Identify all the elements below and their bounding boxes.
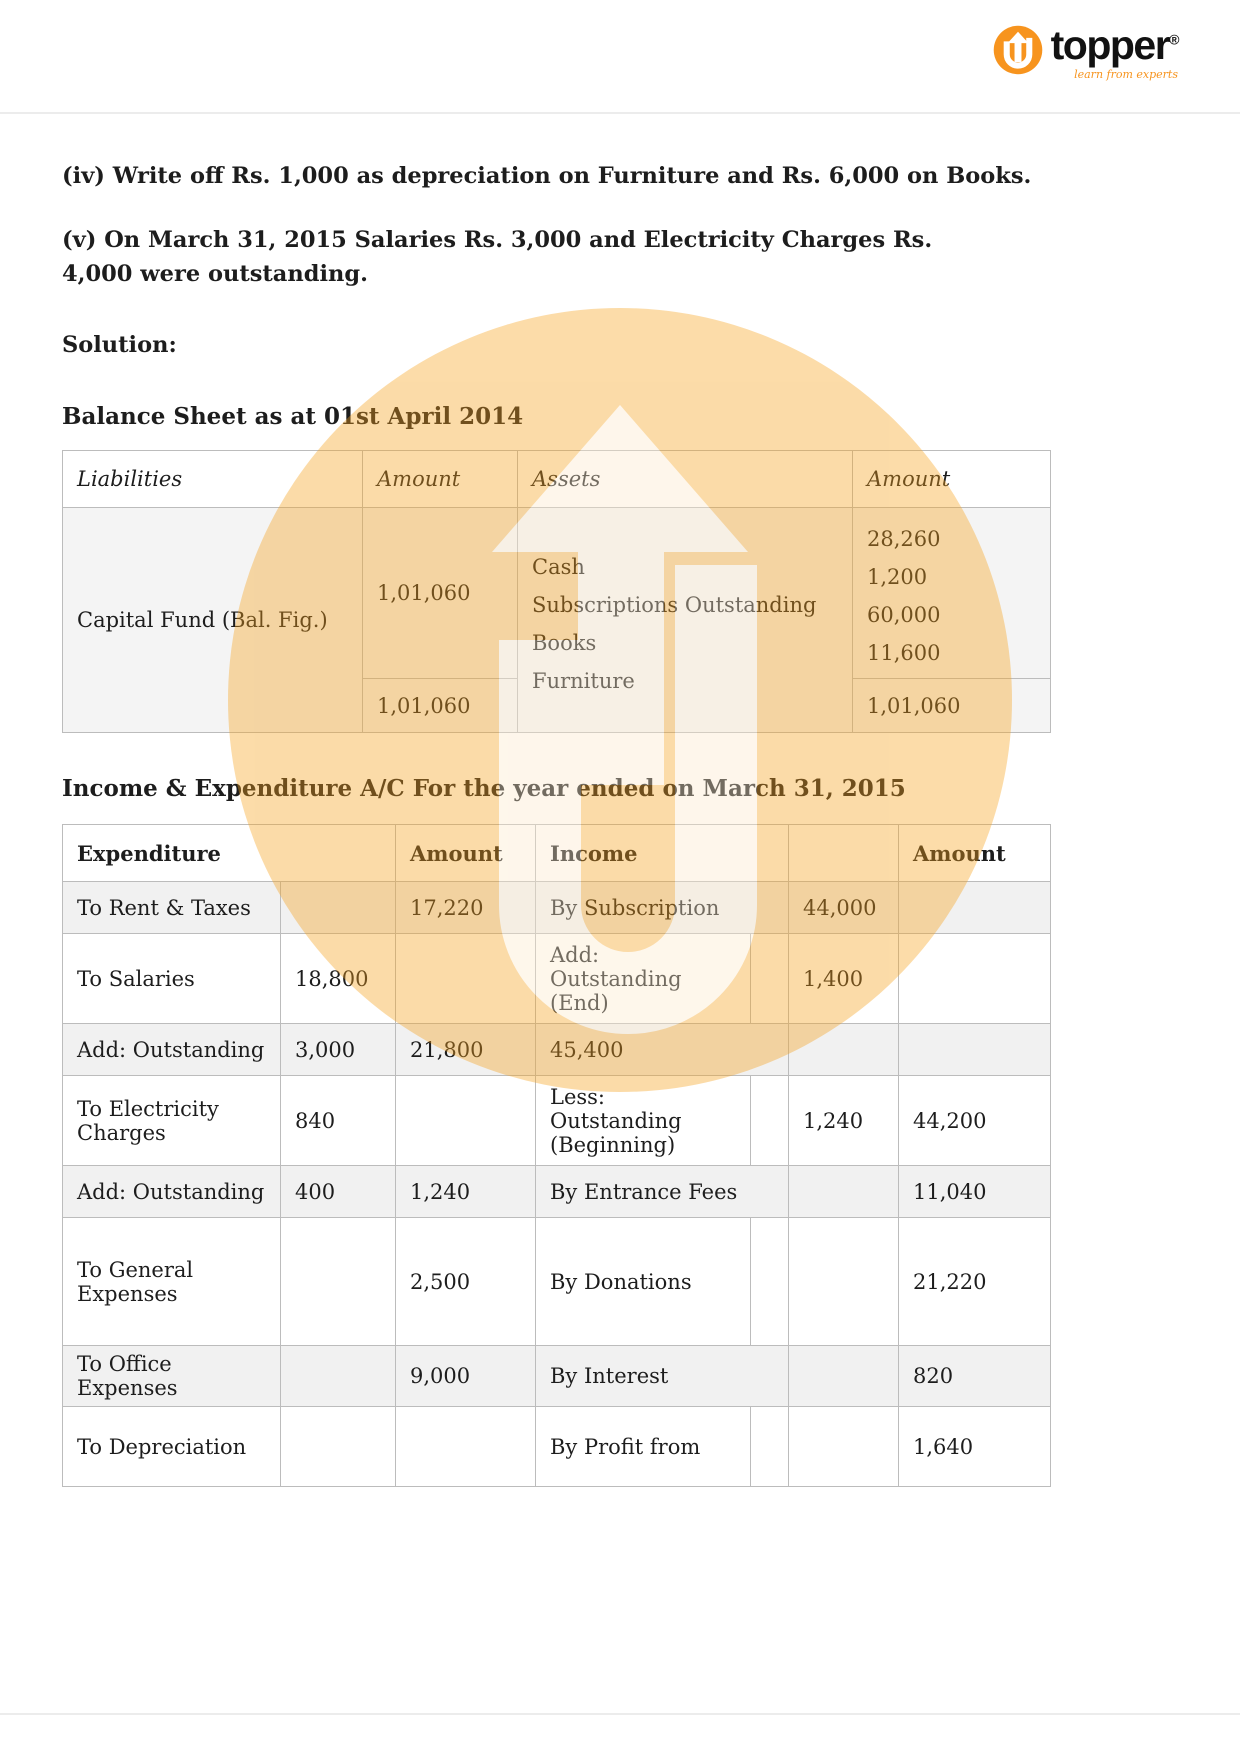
income-expenditure-header-row xyxy=(63,825,1051,882)
exp-label-cell: To Salaries xyxy=(63,934,281,1024)
exp-amount-cell xyxy=(396,934,536,1024)
inc-sub-cell: 1,400 xyxy=(789,934,899,1024)
inc-amount-cell: 820 xyxy=(899,1346,1051,1407)
bottom-divider xyxy=(0,1713,1240,1715)
balance-sheet-header-row xyxy=(63,451,1051,508)
asset-amount: 11,600 xyxy=(867,641,941,665)
table-row xyxy=(63,1166,1051,1218)
inc-label-cell: 45,400 xyxy=(536,1024,789,1076)
asset-item: Books xyxy=(532,631,597,655)
exp-amount-cell: 2,500 xyxy=(396,1218,536,1346)
exp-label-cell: To General Expenses xyxy=(63,1218,281,1346)
asset-amount: 28,260 xyxy=(867,527,941,551)
asset-amount: 60,000 xyxy=(867,603,941,627)
balance-sheet-table xyxy=(62,450,1051,733)
inc-amount-cell xyxy=(899,934,1051,1024)
assets-amounts-cell xyxy=(853,508,1051,679)
exp-sub-cell xyxy=(281,1346,396,1407)
inc-sub-cell xyxy=(789,1166,899,1218)
inc-label-cell: Add: Outstanding (End) xyxy=(536,934,751,1024)
exp-amount-cell: 17,220 xyxy=(396,882,536,934)
assets-amounts-list xyxy=(867,520,1036,672)
inc-label-cell: By Entrance Fees xyxy=(536,1166,789,1218)
exp-sub-cell: 18,800 xyxy=(281,934,396,1024)
point-iv-text: (iv) Write off Rs. 1,000 as depreciation on Furniture and Rs. 6,000 on Books. xyxy=(62,163,1032,189)
exp-label-cell: Add: Outstanding xyxy=(63,1166,281,1218)
point-v-text: (v) On March 31, 2015 Salaries Rs. 3,000 and Electricity Charges Rs. 4,000 were outstanding. xyxy=(62,226,933,287)
amount-header-cell: Amount xyxy=(853,451,1051,508)
liabilities-header-cell: Liabilities xyxy=(63,451,363,508)
asset-item: Cash xyxy=(532,555,585,579)
inc-amount-cell: 21,220 xyxy=(899,1218,1051,1346)
table-row xyxy=(63,1407,1051,1487)
balance-sheet-title: Balance Sheet as at 01st April 2014 xyxy=(62,403,524,430)
liabilities-total-cell: 1,01,060 xyxy=(363,679,518,733)
logo-brand: topper xyxy=(1050,22,1170,68)
inc-sub-cell xyxy=(789,1407,899,1487)
asset-item: Furniture xyxy=(532,669,635,693)
inc-sub-cell xyxy=(789,1218,899,1346)
exp-sub-cell: 3,000 xyxy=(281,1024,396,1076)
amount-header-cell: Amount xyxy=(363,451,518,508)
exp-label-cell: To Office Expenses xyxy=(63,1346,281,1407)
exp-amount-cell: 21,800 xyxy=(396,1024,536,1076)
logo-tagline: learn from experts xyxy=(1074,68,1178,82)
table-row xyxy=(63,1346,1051,1407)
income-expenditure-title: Income & Expenditure A/C For the year ended on March 31, 2015 xyxy=(62,775,906,802)
topper-logo-icon xyxy=(992,24,1044,76)
inc-sub-cell xyxy=(789,1024,899,1076)
inc-amount-cell: 1,640 xyxy=(899,1407,1051,1487)
inc-amount-cell xyxy=(899,882,1051,934)
exp-sub-cell xyxy=(281,1407,396,1487)
header-bar xyxy=(62,0,1178,86)
spacer-cell xyxy=(751,1076,789,1166)
exp-amount-cell xyxy=(396,1407,536,1487)
exp-label-cell: To Rent & Taxes xyxy=(63,882,281,934)
balance-sheet-body-row xyxy=(63,508,1051,679)
inc-label-cell: Less: Outstanding (Beginning) xyxy=(536,1076,751,1166)
inc-amount-cell: 11,040 xyxy=(899,1166,1051,1218)
income-expenditure-table xyxy=(62,824,1051,1487)
inc-amount-cell xyxy=(899,1024,1051,1076)
liabilities-label-cell: Capital Fund (Bal. Fig.) xyxy=(63,508,363,733)
logo-text-block xyxy=(1051,24,1178,81)
assets-list-cell xyxy=(518,508,853,733)
table-row xyxy=(63,882,1051,934)
assets-total-cell: 1,01,060 xyxy=(853,679,1051,733)
inc-label-cell: By Interest xyxy=(536,1346,789,1407)
exp-label-cell: To Electricity Charges xyxy=(63,1076,281,1166)
inc-label-cell: By Subscription xyxy=(536,882,789,934)
inc-amount-cell: 44,200 xyxy=(899,1076,1051,1166)
exp-amount-cell: 1,240 xyxy=(396,1166,536,1218)
income-header-cell: Income xyxy=(536,825,789,882)
spacer-cell xyxy=(751,1407,789,1487)
solution-label: Solution: xyxy=(62,332,177,359)
exp-amount-cell: 9,000 xyxy=(396,1346,536,1407)
exp-label-cell: To Depreciation xyxy=(63,1407,281,1487)
expenditure-header-cell: Expenditure xyxy=(63,825,396,882)
table-row xyxy=(63,1076,1051,1166)
table-row xyxy=(63,1024,1051,1076)
exp-sub-cell xyxy=(281,882,396,934)
table-row xyxy=(63,934,1051,1024)
logo-brand-text xyxy=(1051,24,1178,67)
exp-amount-cell xyxy=(396,1076,536,1166)
inc-sub-cell: 1,240 xyxy=(789,1076,899,1166)
inc-sub-cell xyxy=(789,1346,899,1407)
topper-logo xyxy=(992,24,1178,86)
inc-sub-cell: 44,000 xyxy=(789,882,899,934)
exp-sub-cell: 840 xyxy=(281,1076,396,1166)
table-row xyxy=(63,1218,1051,1346)
inc-label-cell: By Profit from xyxy=(536,1407,751,1487)
spacer-cell xyxy=(751,934,789,1024)
assets-list xyxy=(532,548,838,700)
inc-label-cell: By Donations xyxy=(536,1218,751,1346)
spacer-cell xyxy=(751,1218,789,1346)
empty-header-cell xyxy=(789,825,899,882)
amount-right-header-cell: Amount xyxy=(899,825,1051,882)
top-divider xyxy=(0,112,1240,114)
assets-header-cell: Assets xyxy=(518,451,853,508)
amount-left-header-cell: Amount xyxy=(396,825,536,882)
registered-mark: ® xyxy=(1169,31,1178,48)
exp-sub-cell: 400 xyxy=(281,1166,396,1218)
liabilities-amount-cell: 1,01,060 xyxy=(363,508,518,679)
asset-amount: 1,200 xyxy=(867,565,928,589)
exp-sub-cell xyxy=(281,1218,396,1346)
asset-item: Subscriptions Outstanding xyxy=(532,593,817,617)
exp-label-cell: Add: Outstanding xyxy=(63,1024,281,1076)
